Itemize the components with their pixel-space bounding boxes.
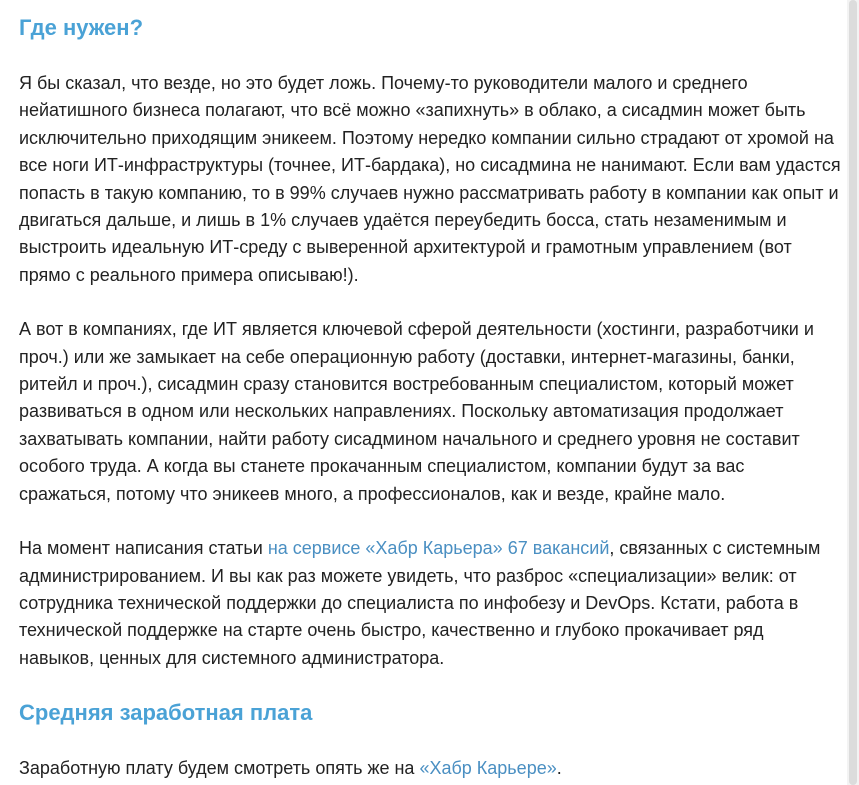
section-heading-average-salary: Средняя заработная плата <box>19 700 313 726</box>
paragraph-it-companies: А вот в компаниях, где ИТ является ключевой сферой деятельности (хостинги, разработчики и проч.) или же замыкает на себе операционную работу (доставки, интернет-магазины, банки, ритейл и проч.), сисадмин сразу становится востребованным специалистом, который может развиваться в одном или нескольких направлениях. Поскольку автоматизация продолжает захватывать компании, найти работу сисадмином начального и среднего уровня не составит особого труда. А когда вы станете прокачанным специалистом, компании будут за вас сражаться, потому что эникеев много, а профессионалов, как и везде, крайне мало. <box>19 319 814 504</box>
paragraph-everywhere: Я бы сказал, что везде, но это будет ложь. Почему-то руководители малого и среднего нейатишного бизнеса полагают, что всё можно «запихнуть» в облако, а сисадмин может быть исключительно приходящим эникеем. Поэтому нередко компании сильно страдают от хромой на все ноги ИТ-инфраструктуры (точнее, ИТ-бардака), но сисадмина не нанимают. Если вам удастся попасть в такую компанию, то в 99% случаев нужно рассматривать работу в компании как опыт и двигаться дальше, и лишь в 1% случаев удаётся переубедить босса, стать незаменимым и выстроить идеальную ИТ-среду с выверенной архитектурой и грамотным управлением (вот прямо с реального примера описываю!). <box>19 73 841 285</box>
paragraph-salary-text-end: . <box>556 758 562 779</box>
paragraph-vacancies-text-end: , связанных с системным администрированием. И вы как раз можете увидеть, что разброс «специализации» велик: от сотрудника технической поддержки до специалиста по инфобезу и DevOps. Кстати, работа в технической поддержке на старте очень быстро, качественно и глубоко прокачивает ряд навыков, ценных для системного администратора. <box>19 538 821 668</box>
vertical-scrollbar[interactable] <box>847 0 859 785</box>
section-heading-where-needed: Где нужен? <box>19 15 144 40</box>
paragraph-vacancies <box>19 535 841 672</box>
scrollbar-thumb[interactable] <box>849 0 857 785</box>
paragraph-salary-text-start: Заработную плату будем смотреть опять же на <box>19 758 420 779</box>
habr-career-vacancies-link[interactable]: на сервисе «Хабр Карьера» 67 вакансий <box>267 538 610 559</box>
article-body <box>19 0 841 783</box>
habr-career-link[interactable]: «Хабр Карьере» <box>419 758 557 779</box>
paragraph-salary <box>19 755 841 782</box>
paragraph-vacancies-text-start: На момент написания статьи <box>19 538 268 559</box>
